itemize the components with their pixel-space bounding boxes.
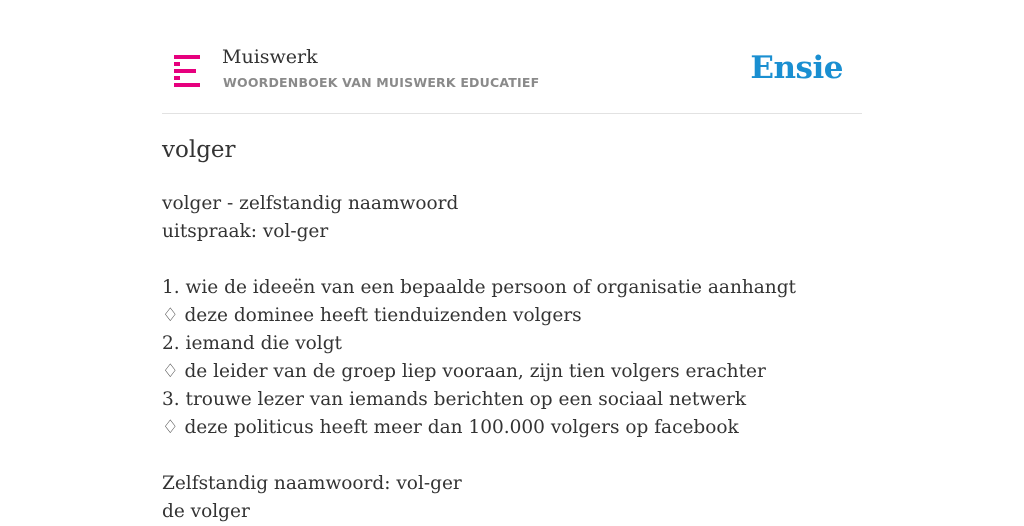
entry-body xyxy=(162,190,862,526)
definition-3: 3. trouwe lezer van iemands berichten op een sociaal netwerk xyxy=(162,389,747,410)
entry-headword: volger xyxy=(162,137,236,163)
spacer xyxy=(162,246,862,274)
spacer xyxy=(162,442,862,470)
definition-1: 1. wie de ideeën van een bepaalde persoon of organisatie aanhangt xyxy=(162,277,796,298)
example-2: ♢ de leider van de groep liep vooraan, zijn tien volgers erachter xyxy=(162,361,766,382)
site-name[interactable]: Muiswerk xyxy=(222,46,318,68)
muiswerk-logo-icon[interactable] xyxy=(174,55,200,87)
site-header xyxy=(162,0,862,114)
article-line: de volger xyxy=(162,501,250,522)
word-type-line: volger - zelfstandig naamwoord xyxy=(162,193,459,214)
example-1: ♢ deze dominee heeft tienduizenden volgers xyxy=(162,305,582,326)
ensie-brand-link[interactable]: Ensie xyxy=(750,50,843,86)
pronunciation-line: uitspraak: vol-ger xyxy=(162,221,329,242)
example-3: ♢ deze politicus heeft meer dan 100.000 volgers op facebook xyxy=(162,417,739,438)
grammar-line: Zelfstandig naamwoord: vol-ger xyxy=(162,473,462,494)
site-subtitle: WOORDENBOEK VAN MUISWERK EDUCATIEF xyxy=(223,75,540,90)
definition-2: 2. iemand die volgt xyxy=(162,333,342,354)
page xyxy=(162,0,862,522)
